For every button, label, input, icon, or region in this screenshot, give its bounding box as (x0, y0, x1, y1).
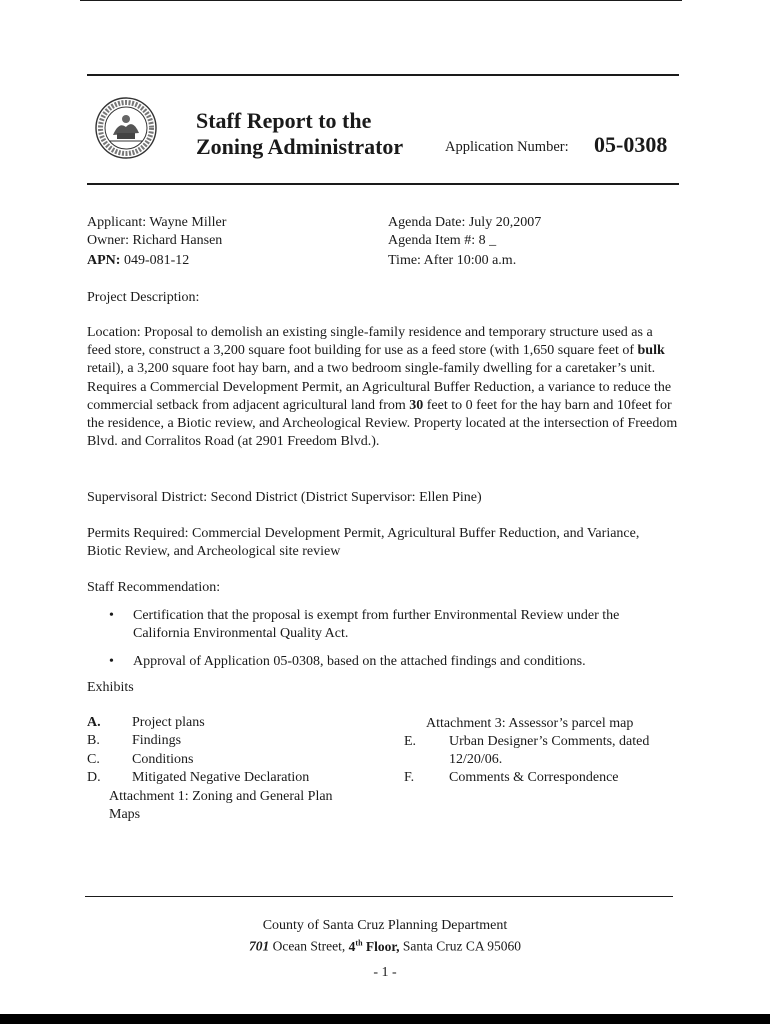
exhibit-letter: E. (404, 734, 417, 749)
exhibit-row (87, 732, 182, 750)
exhibit-text: Comments & Correspondence (449, 770, 619, 785)
report-title-line2: Zoning Administrator (196, 134, 404, 159)
exhibit-row (87, 769, 310, 787)
agenda-item: Agenda Item #: 8 _ (388, 233, 497, 248)
footer-department: County of Santa Cruz Planning Department (262, 918, 508, 933)
exhibit-row (87, 714, 205, 732)
project-description-heading: Project Description: (87, 290, 200, 305)
footer-rule (85, 896, 673, 897)
header-bottom-rule (87, 183, 679, 185)
exhibit-letter: C. (87, 752, 100, 767)
footer-floor-word: Floor, (362, 938, 400, 954)
exhibit-letter: B. (87, 733, 100, 748)
exhibit-letter: F. (404, 770, 415, 785)
exhibit-letter: D. (87, 770, 101, 785)
footer-floor-suffix: th (355, 938, 363, 947)
application-number-value: 05-0308 (594, 132, 668, 157)
application-number-label: Application Number: (445, 139, 569, 155)
exhibit-letter: A. (87, 715, 101, 730)
page-number: - 1 - (373, 965, 397, 980)
recommendation-text: Approval of Application 05-0308, based on the attached findings and conditions. (133, 654, 586, 669)
recommendation-item (87, 653, 677, 671)
attachment-1-line1: Attachment 1: Zoning and General Plan (109, 789, 333, 804)
bullet-icon: • (109, 654, 114, 669)
exhibit-row (87, 751, 194, 769)
footer-address (0, 934, 770, 956)
exhibit-row (404, 733, 650, 751)
apn-label: APN: (87, 253, 121, 268)
location-bold-30: 30 (409, 397, 424, 413)
staff-recommendation-heading: Staff Recommendation: (87, 580, 221, 595)
exhibit-date: 12/20/06. (449, 752, 503, 767)
location-mid: retail), a 3,200 square foot hay barn, and a two bedroom single-family dwelling for a caretaker’s unit. Requires a Commercial Development Permit, an Agricultural Buffer Reduction, a variance to reduce the commercial setback from adjacent agricultural land from (87, 361, 672, 413)
location-intro: Location: Proposal to demolish an existing single-family residence and temporary structure used as a feed store, construct a 3,200 square foot building for use as a feed store (with 1,650 square feet of (87, 325, 653, 359)
footer-floor-number: 4 (348, 938, 356, 954)
agenda-time: Time: After 10:00 a.m. (388, 253, 517, 268)
exhibit-text: Conditions (132, 752, 194, 767)
apn (87, 252, 189, 270)
bottom-bar (0, 1014, 770, 1024)
location-paragraph (87, 324, 679, 451)
bullet-icon: • (109, 608, 114, 623)
permits-required: Permits Required: Commercial Development Permit, Agricultural Buffer Reduction, and Variance, Biotic Review, and Archeological site review (87, 526, 640, 560)
exhibit-text: Findings (132, 733, 182, 748)
supervisoral-district: Supervisoral District: Second District (District Supervisor: Ellen Pine) (87, 490, 482, 505)
report-title-line1: Staff Report to the (196, 108, 372, 133)
applicant: Applicant: Wayne Miller (87, 215, 227, 230)
exhibit-text: Project plans (132, 715, 205, 730)
exhibit-text: Urban Designer’s Comments, dated (449, 734, 650, 749)
county-seal-icon (95, 97, 157, 159)
recommendation-item (87, 607, 677, 643)
footer-address-street: Ocean Street, (269, 938, 349, 954)
exhibit-text: Mitigated Negative Declaration (132, 770, 310, 785)
owner: Owner: Richard Hansen (87, 233, 223, 248)
recommendation-text: Certification that the proposal is exempt from further Environmental Review under the California Environmental Quality Act. (133, 608, 620, 641)
footer-city: Santa Cruz CA 95060 (399, 938, 522, 954)
exhibits-heading: Exhibits (87, 680, 134, 695)
staff-recommendation-list (87, 607, 677, 671)
attachment-1-line2: Maps (109, 807, 141, 822)
exhibit-row (404, 769, 619, 787)
location-bold-bulk: bulk (637, 343, 665, 359)
header-top-rule (87, 74, 679, 76)
top-rule (80, 0, 682, 1)
location-end: feet to 0 feet for the hay barn and 10feet for the residence, a Biotic review, and Archeological Review. Property located at the intersection of Freedom Blvd. and Corralitos Road (at 2901 Freedom Blvd.). (87, 397, 678, 450)
agenda-date: Agenda Date: July 20,2007 (388, 215, 542, 230)
footer-address-number: 701 (248, 938, 270, 954)
attachment-3: Attachment 3: Assessor’s parcel map (426, 716, 634, 731)
apn-value: 049-081-12 (123, 253, 190, 268)
